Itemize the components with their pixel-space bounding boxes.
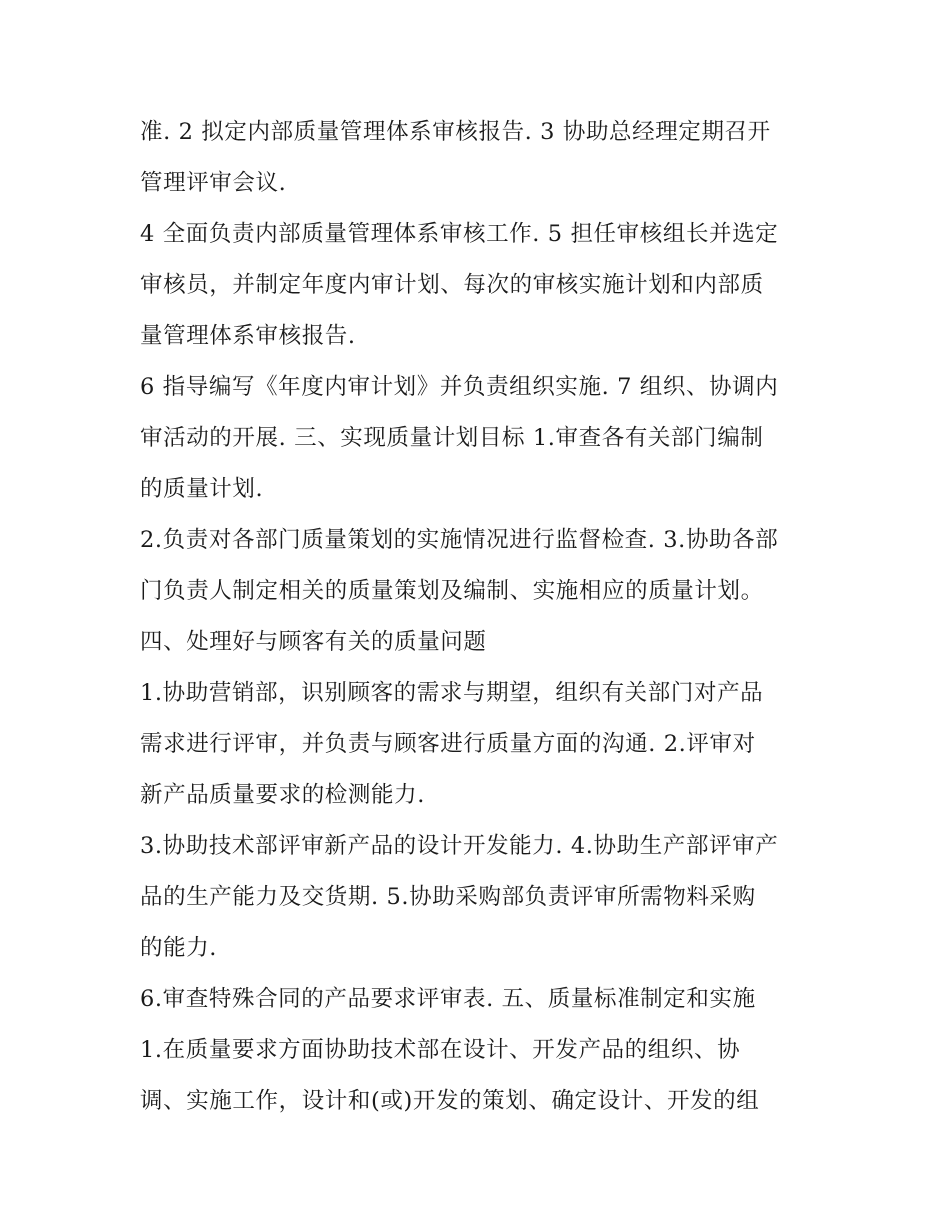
paragraph-6 <box>140 821 820 974</box>
paragraph-4 <box>140 515 820 668</box>
text-line: 1.在质量要求方面协助技术部在设计、开发产品的组织、协 <box>140 1037 741 1063</box>
text-line: 审核员，并制定年度内审计划、每次的审核实施计划和内部质 <box>140 272 764 298</box>
text-line: 量管理体系审核报告. <box>140 323 356 349</box>
text-line: 门负责人制定相关的质量策划及编制、实施相应的质量计划。 <box>140 578 764 604</box>
text-line: 6.审查特殊合同的产品要求评审表. 五、质量标准制定和实施 <box>140 986 756 1012</box>
text-line: 的能力. <box>140 935 218 961</box>
paragraph-2 <box>140 209 820 362</box>
paragraph-7 <box>140 974 820 1127</box>
text-line: 1.协助营销部，识别顾客的需求与期望，组织有关部门对产品 <box>140 680 764 706</box>
paragraph-5 <box>140 668 820 821</box>
text-line: 品的生产能力及交货期. 5.协助采购部负责评审所需物料采购 <box>140 884 756 910</box>
text-line: 审活动的开展. 三、实现质量计划目标 1.审查各有关部门编制 <box>140 425 764 451</box>
text-line: 需求进行评审，并负责与顾客进行质量方面的沟通. 2.评审对 <box>140 731 756 757</box>
text-line: 的质量计划. <box>140 476 264 502</box>
text-line: 6 指导编写《年度内审计划》并负责组织实施. 7 组织、协调内 <box>140 374 779 400</box>
text-line: 新产品质量要求的检测能力. <box>140 782 425 808</box>
document-body <box>140 107 820 1127</box>
text-line: 2.负责对各部门质量策划的实施情况进行监督检查. 3.协助各部 <box>140 527 779 553</box>
text-line: 4 全面负责内部质量管理体系审核工作. 5 担任审核组长并选定 <box>140 221 779 247</box>
paragraph-3 <box>140 362 820 515</box>
text-line: 3.协助技术部评审新产品的设计开发能力. 4.协助生产部评审产 <box>140 833 779 859</box>
paragraph-1 <box>140 107 820 209</box>
text-line: 准. 2 拟定内部质量管理体系审核报告. 3 协助总经理定期召开 <box>140 119 771 145</box>
section-heading: 四、处理好与顾客有关的质量问题 <box>140 629 487 655</box>
text-line: 调、实施工作，设计和(或)开发的策划、确定设计、开发的组 <box>140 1088 760 1114</box>
text-line: 管理评审会议. <box>140 170 287 196</box>
